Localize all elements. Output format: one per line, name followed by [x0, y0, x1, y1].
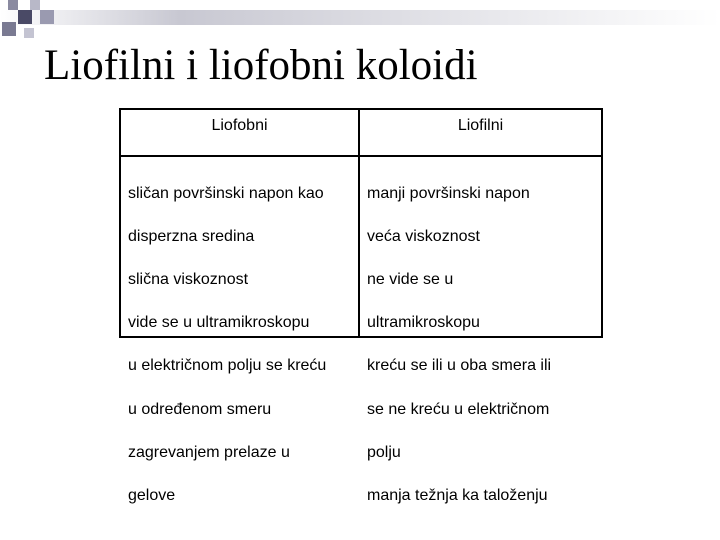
deco-square-1	[8, 0, 18, 10]
liofobni-line: u električnom polju se kreću	[128, 357, 327, 375]
header-liofobni: Liofobni	[211, 117, 268, 134]
liofilni-line: manji površinski napon	[367, 184, 530, 202]
header-liofilni: Liofilni	[457, 117, 504, 134]
liofobni-line: sličan površinski napon kao	[128, 184, 324, 202]
table-column-divider	[358, 108, 360, 338]
deco-square-4	[40, 10, 54, 24]
liofobni-line: slična viskoznost	[128, 270, 249, 288]
deco-square-3	[18, 10, 32, 24]
table-header-divider	[119, 155, 603, 157]
liofilni-line: veća viskoznost	[367, 227, 480, 245]
top-gradient-band	[0, 10, 720, 25]
liofobni-line: vide se u ultramikroskopu	[128, 314, 310, 332]
liofobni-line: zagrevanjem prelaze u	[128, 443, 290, 461]
deco-square-2	[30, 0, 40, 10]
deco-square-6	[24, 28, 34, 38]
slide-title: Liofilni i liofobni koloidi	[44, 42, 478, 89]
liofilni-line: polju	[367, 443, 401, 461]
liofilni-line: ne vide se u	[367, 270, 454, 288]
liofobni-line: u određenom smeru	[128, 400, 272, 418]
liofobni-properties	[128, 161, 356, 528]
liofilni-properties	[367, 161, 599, 528]
liofilni-line: se ne kreću u električnom	[367, 400, 550, 418]
deco-square-5	[2, 22, 16, 36]
liofobni-line: gelove	[128, 486, 176, 504]
liofilni-line: manja težnja ka taloženju	[367, 486, 548, 504]
liofilni-line: kreću se ili u oba smera ili	[367, 357, 552, 375]
liofobni-line: disperzna sredina	[128, 227, 255, 245]
liofilni-line: ultramikroskopu	[367, 314, 480, 332]
